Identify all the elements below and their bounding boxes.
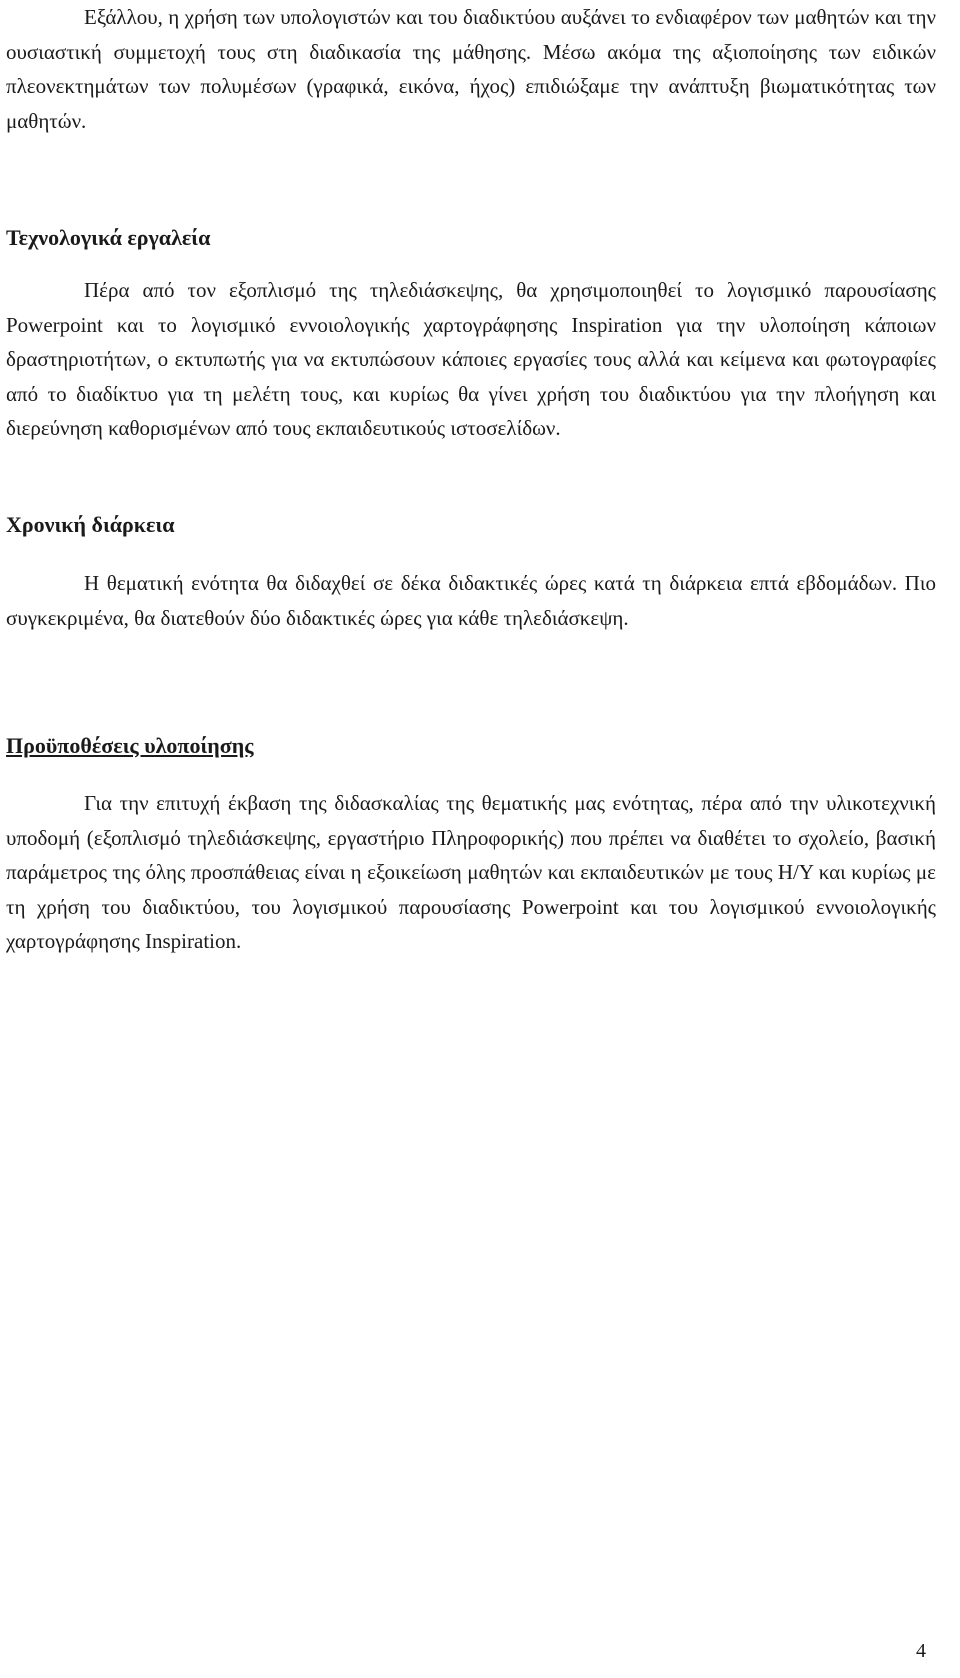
heading-technological-tools: Τεχνολογικά εργαλεία bbox=[6, 225, 211, 250]
heading-prerequisites: Προϋποθέσεις υλοποίησης bbox=[6, 733, 254, 758]
tools-paragraph: Πέρα από τον εξοπλισμό της τηλεδιάσκεψης, θα χρησιμοποιηθεί το λογισμικό παρουσίασης Powerpoint και το λογισμικό εννοιολογικής χαρτογράφησης Inspiration για την υλοποίηση κάποιων δραστηριοτήτων, ο εκτυπωτής για να εκτυπώσουν κάποιες εργασίες τους αλλά και κείμενα και φωτογραφίες από το διαδίκτυο για τη μελέτη τους, και κυρίως θα γίνει χρήση του διαδικτύου για την πλοήγηση και διερεύνηση καθορισμένων από τους εκπαιδευτικούς ιστοσελίδων. bbox=[6, 278, 936, 440]
heading-duration: Χρονική διάρκεια bbox=[6, 512, 175, 537]
duration-paragraph: Η θεματική ενότητα θα διδαχθεί σε δέκα διδακτικές ώρες κατά τη διάρκεια επτά εβδομάδων. Πιο συγκεκριμένα, θα διατεθούν δύο διδακτικές ώρες για κάθε τηλεδιάσκεψη. bbox=[6, 571, 936, 630]
intro-paragraph: Εξάλλου, η χρήση των υπολογιστών και του διαδικτύου αυξάνει το ενδιαφέρον των μαθητών και την ουσιαστική συμμετοχή τους στη διαδικασία της μάθησης. Μέσω ακόμα της αξιοποίησης των ειδικών πλεονεκτημάτων των πολυμέσων (γραφικά, εικόνα, ήχος) επιδιώξαμε την ανάπτυξη βιωματικότητας των μαθητών. bbox=[6, 5, 936, 133]
page-number: 4 bbox=[916, 1640, 926, 1662]
prerequisites-paragraph: Για την επιτυχή έκβαση της διδασκαλίας της θεματικής μας ενότητας, πέρα από την υλικοτεχνική υποδομή (εξοπλισμό τηλεδιάσκεψης, εργαστήριο Πληροφορικής) που πρέπει να διαθέτει το σχολείο, βασική παράμετρος της όλης προσπάθειας είναι η εξοικείωση μαθητών και εκπαιδευτικών με τους Η/Υ και κυρίως με τη χρήση του διαδικτύου, του λογισμικού παρουσίασης Powerpoint και του λογισμικού εννοιολογικής χαρτογράφησης Inspiration. bbox=[6, 791, 936, 953]
